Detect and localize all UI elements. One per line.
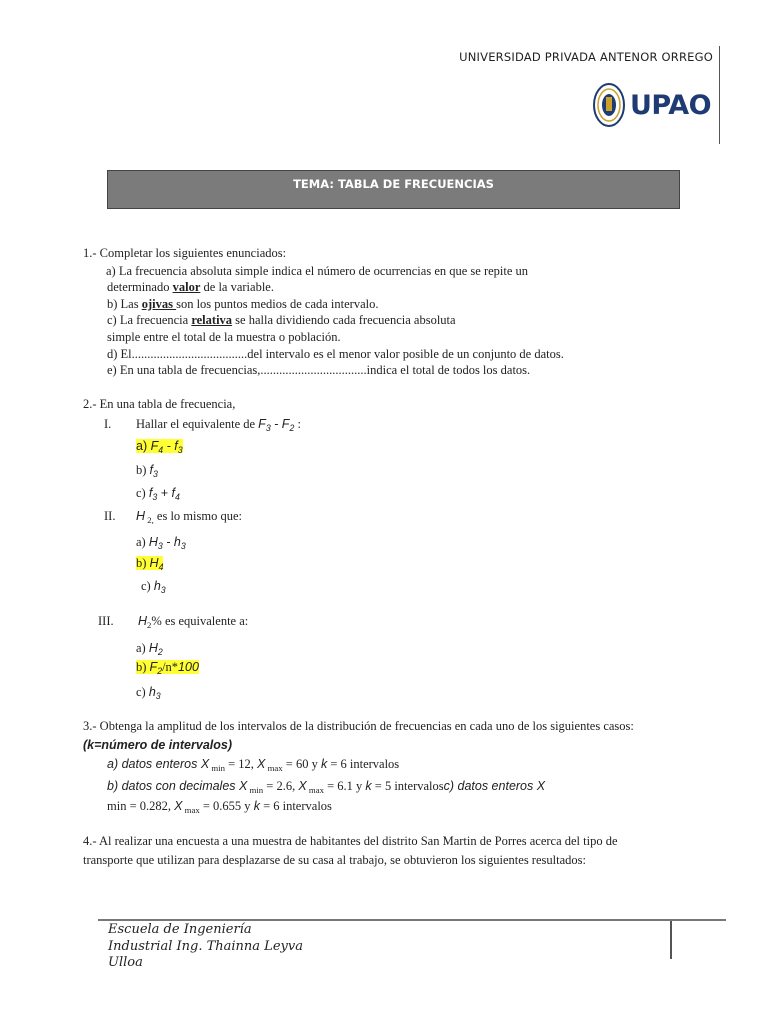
header-divider — [719, 46, 720, 144]
footer-instructor: Industrial Ing. Thainna Leyva — [108, 939, 303, 954]
q3-case-b: b) datos con decimales X $_{min}$ = 2.6, X $_{max}$ = 6.1 y k = 5 intervalosc) datos enteros X — [107, 779, 546, 795]
keyword-ojivas: ojivas — [141, 297, 177, 311]
q2-II-option-a: a) $H_3 - h_3$ — [136, 535, 186, 551]
q2-II-number: II. — [104, 509, 116, 523]
upao-logo — [592, 80, 711, 130]
footer-divider — [98, 919, 726, 921]
q2-III-option-b: b) $F_2/n*100$ — [136, 660, 199, 676]
q3-k-note: (k=número de intervalos) — [83, 738, 232, 752]
q1-item-c-line2: simple entre el total de la muestra o población. — [107, 330, 341, 344]
q1-item-a-line2: determinado valor de la variable. — [107, 280, 274, 294]
q3-intro: 3.- Obtenga la amplitud de los intervalos de la distribución de frecuencias en cada uno de los siguientes casos: — [83, 719, 634, 733]
university-name: UNIVERSIDAD PRIVADA ANTENOR ORREGO — [459, 50, 713, 64]
topic-banner — [107, 170, 680, 209]
q1-intro: 1.- Completar los siguientes enunciados: — [83, 246, 287, 260]
q2-III-question: $H_2\%$ es equivalente a: — [138, 614, 249, 630]
footer-cutoff-line: Ulloa — [108, 955, 143, 970]
q2-II-question: H $_{2,}$ es lo mismo que: — [136, 509, 242, 525]
q2-I-option-c: c) $f_3 + f_4$ — [136, 486, 180, 502]
keyword-relativa: relativa — [191, 313, 233, 327]
q2-I-question: Hallar el equivalente de $F_3 - F_2$ : — [136, 417, 301, 433]
q2-I-option-b: b) $f_3$ — [136, 463, 158, 479]
q1-item-a-line1: a) La frecuencia absoluta simple indica el número de ocurrencias en que se repite un — [106, 264, 529, 278]
q1-item-e: e) En una tabla de frecuencias,..................................indica el total de todos los datos. — [107, 363, 531, 377]
logo-text: UPAO — [630, 89, 712, 121]
topic-title: TEMA: TABLA DE FRECUENCIAS — [293, 177, 494, 191]
university-seal-icon — [592, 80, 626, 130]
q2-III-option-c: c) $h_3$ — [136, 685, 161, 701]
q2-II-option-b: b) $H_4$ — [136, 556, 164, 572]
q1-item-c-line1: c) La frecuencia relativa se halla dividiendo cada frecuencia absoluta — [107, 313, 456, 327]
q4-line2: transporte que utilizan para desplazarse de su casa al trabajo, se obtuvieron los siguientes resultados: — [83, 853, 586, 867]
footer-vertical-divider — [670, 921, 672, 959]
footer-school: Escuela de Ingeniería — [108, 922, 252, 937]
q2-II-option-c: c) $h_3$ — [141, 579, 166, 595]
q2-intro: 2.- En una tabla de frecuencia, — [83, 397, 236, 411]
q2-III-option-a: a) $H_2$ — [136, 641, 163, 657]
q2-I-number: I. — [104, 417, 112, 431]
q2-III-number: III. — [98, 614, 114, 628]
q4-line1: 4.- Al realizar una encuesta a una muestra de habitantes del distrito San Martin de Porres acerca del tipo de — [83, 834, 618, 848]
q3-case-a: a) datos enteros X $_{min}$ = 12, X $_{max}$ = 60 y k = 6 intervalos — [107, 757, 400, 773]
q1-item-b: b) Las ojivas son los puntos medios de cada intervalo. — [107, 297, 379, 311]
q2-I-option-a: a) $F_4 - f_3$ — [136, 439, 183, 455]
q3-case-c: min = 0.282, X $_{max}$ = 0.655 y k = 6 intervalos — [107, 799, 332, 815]
keyword-valor: valor — [172, 280, 201, 294]
q1-item-d: d) El.....................................del intervalo es el menor valor posible de un conjunto de datos. — [107, 347, 564, 361]
